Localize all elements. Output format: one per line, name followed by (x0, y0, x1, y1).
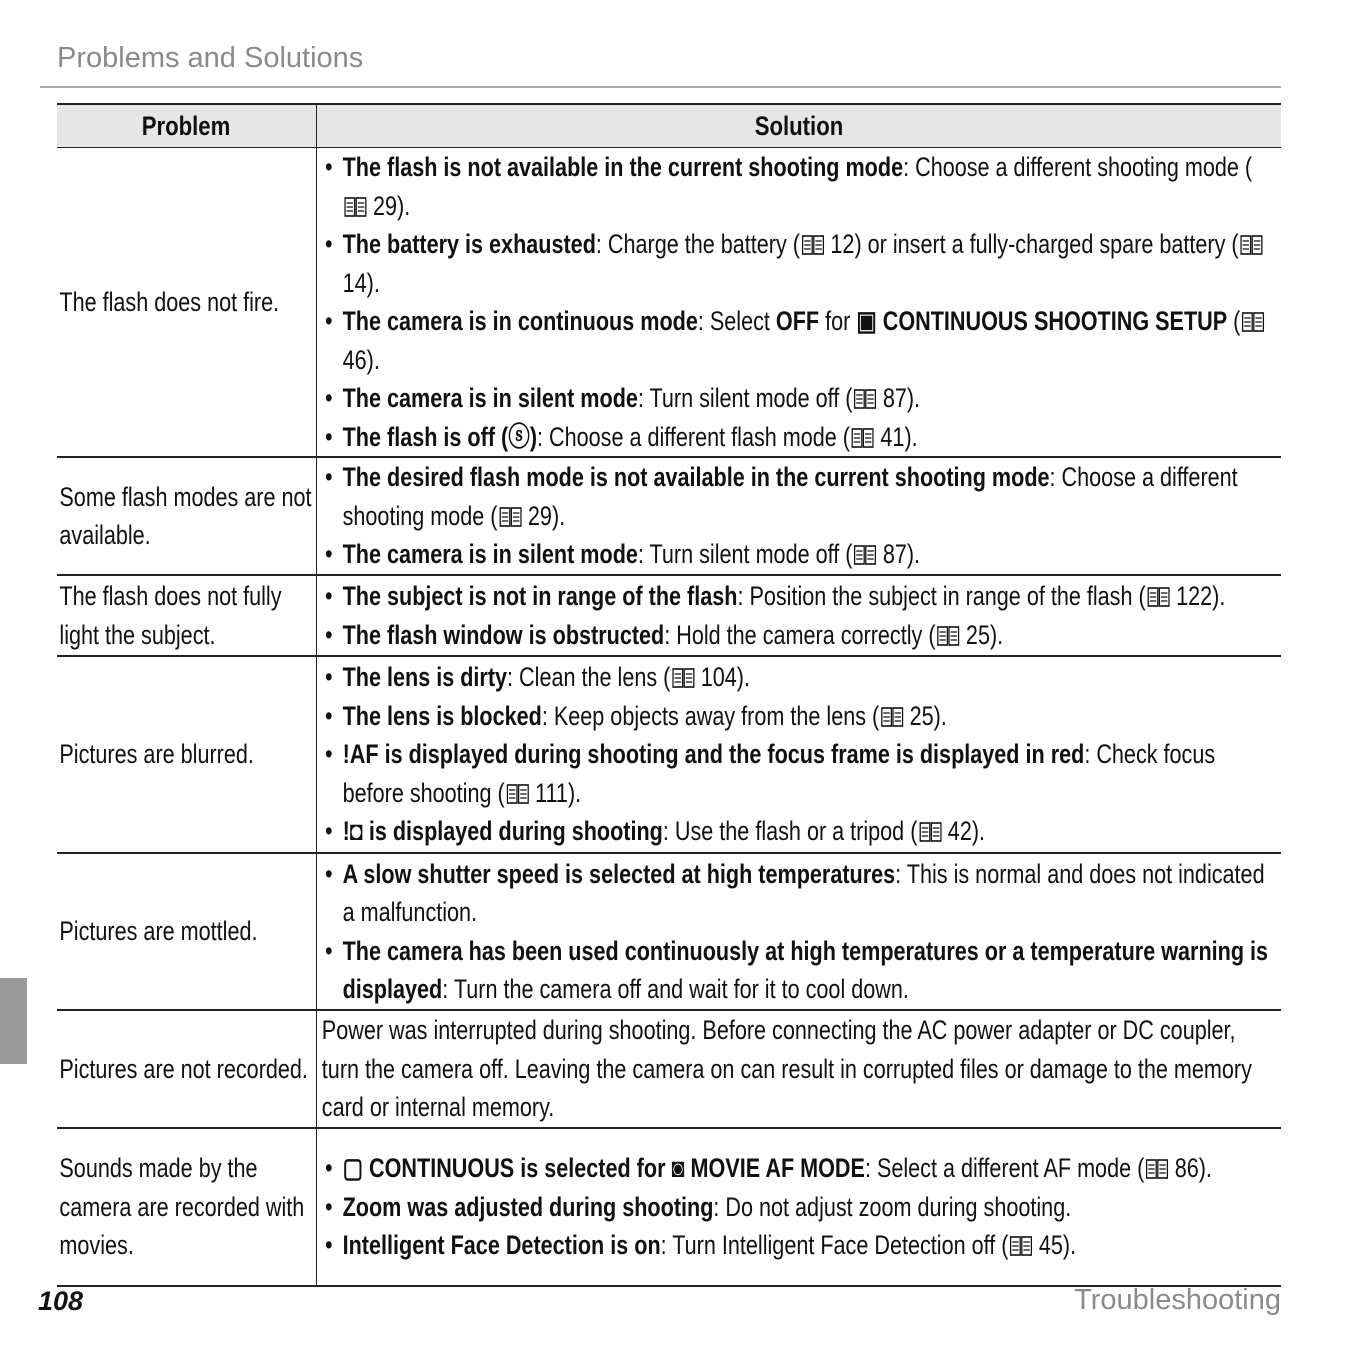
cause-text: The camera is in silent mode (342, 539, 638, 570)
book-reference-icon (1146, 1151, 1168, 1171)
book-reference-icon (1010, 1228, 1032, 1248)
problem-text: Pictures are not recorded. (59, 1053, 308, 1084)
remedy-text: : Hold the camera correctly ( (664, 619, 936, 650)
book-reference-icon (506, 776, 528, 796)
cause-text: The desired flash mode is not available in the current shooting mode (342, 462, 1050, 493)
bullet: • (325, 383, 333, 413)
remedy-text: ). (366, 267, 380, 298)
remedy-text: : Choose a different flash mode ( (537, 421, 850, 452)
page-reference: 87 (882, 383, 907, 413)
remedy-text: : Turn silent mode off ( (637, 383, 853, 413)
solution-item (322, 418, 1274, 457)
book-reference-icon (854, 381, 876, 401)
column-header-label: Solution (754, 110, 844, 141)
solution-item (322, 458, 1274, 535)
cause-text: CONTINUOUS SHOOTING SETUP (876, 306, 1228, 336)
bullet: • (325, 1230, 333, 1261)
cause-text: The camera is in continuous mode (342, 306, 698, 336)
page-reference: 25 (909, 700, 934, 731)
book-reference-icon (852, 420, 874, 440)
bullet: • (325, 739, 333, 770)
page-reference: 14 (342, 267, 367, 298)
solution-item (322, 1188, 1274, 1227)
problem-text: The flash does not fire. (59, 286, 280, 317)
solution-cell (317, 457, 1282, 575)
page-reference: 45 (1038, 1230, 1063, 1261)
remedy-text: : Select a different AF mode ( (864, 1153, 1145, 1184)
bullet: • (325, 816, 333, 847)
remedy-text: ). (933, 700, 947, 731)
remedy-text: ). (906, 539, 921, 570)
table-row (57, 656, 1281, 853)
table-row (57, 148, 1281, 458)
table-header-row (57, 104, 1281, 148)
bullet: • (325, 306, 333, 336)
column-header-label: Problem (142, 110, 231, 141)
solution-cell (317, 853, 1282, 1010)
solution-item (322, 735, 1274, 812)
mode-icon: ▣ (856, 306, 877, 336)
bullet: • (325, 858, 333, 889)
solution-item (322, 379, 1274, 418)
bullet: • (325, 662, 333, 693)
remedy-text: ). (397, 190, 411, 221)
problem-cell (57, 1010, 317, 1128)
cause-text: The flash is not available in the current shooting mode (342, 152, 904, 182)
remedy-text: : Select (697, 306, 776, 336)
cause-text: The subject is not in range of the flash (342, 581, 738, 611)
page-reference: 42 (947, 816, 972, 847)
remedy-text: : Keep objects away from the lens ( (541, 700, 880, 731)
page-number: 108 (38, 1286, 84, 1316)
bullet: • (325, 1191, 333, 1222)
remedy-text: ) or insert a fully-charged spare battery ( (854, 229, 1239, 259)
solution-cell (317, 656, 1282, 853)
problem-text: Pictures are blurred. (59, 739, 254, 770)
cause-text: Intelligent Face Detection is on (342, 1230, 661, 1261)
remedy-text: ). (366, 344, 380, 375)
problem-cell (57, 1128, 317, 1286)
book-reference-icon (937, 618, 959, 638)
bullet: • (325, 700, 333, 731)
bullet: • (325, 1153, 333, 1184)
problems-table (57, 103, 1281, 1287)
section-thumb-tab (0, 978, 27, 1064)
cause-text: ) (529, 421, 538, 452)
cause-text: Zoom was adjusted during shooting (342, 1191, 714, 1222)
cause-text: The lens is dirty (342, 662, 508, 693)
page-reference: 111 (535, 777, 568, 808)
remedy-text: : Turn silent mode off ( (637, 539, 853, 570)
bullet: • (325, 152, 333, 182)
problem-text: Pictures are mottled. (59, 916, 258, 947)
book-reference-icon (499, 499, 521, 519)
book-reference-icon (672, 660, 694, 680)
remedy-text: ). (906, 383, 921, 413)
cause-text: The camera is in silent mode (342, 383, 638, 413)
problem-cell (57, 575, 317, 656)
solution-item (322, 1226, 1274, 1265)
remedy-text: ). (971, 816, 986, 847)
mode-icon: ◙ (671, 1153, 685, 1184)
remedy-text: ). (904, 421, 918, 452)
page-reference: 41 (880, 421, 905, 452)
solution-item (322, 697, 1274, 736)
remedy-text: ( (1227, 306, 1241, 336)
book-reference-icon (344, 189, 366, 209)
cause-text: The camera has been used continuously at high temperatures or a temperature warning is displayed (342, 935, 1269, 1004)
bullet: • (325, 619, 333, 650)
remedy-text: : Do not adjust zoom during shooting. (713, 1191, 1072, 1222)
page-reference: 29 (527, 500, 552, 531)
solution-cell (317, 1128, 1282, 1286)
solution-cell (317, 148, 1282, 458)
remedy-text: : Position the subject in range of the flash ( (737, 581, 1146, 611)
solution-item (322, 932, 1274, 1009)
remedy-text: ). (551, 500, 566, 531)
remedy-text: ). (567, 777, 582, 808)
cause-text: !AF is displayed during shooting and the focus frame is displayed in red (342, 739, 1085, 770)
problem-text: The flash does not fully light the subject. (59, 581, 282, 650)
bullet: • (325, 229, 333, 259)
table-row (57, 575, 1281, 656)
problem-cell (57, 457, 317, 575)
solution-item (322, 812, 1274, 851)
book-reference-icon (1240, 227, 1262, 247)
cause-text: CONTINUOUS is selected for (363, 1153, 672, 1184)
cause-text: The battery is exhausted (342, 229, 596, 259)
remedy-text: : Check focus before shooting ( (342, 739, 1216, 808)
remedy-text: : Charge the battery ( (595, 229, 800, 259)
solution-cell (317, 1010, 1282, 1128)
cause-text: The flash window is obstructed (342, 619, 665, 650)
remedy-text: ). (1198, 1153, 1212, 1184)
section-name: Troubleshooting (1074, 1284, 1281, 1316)
remedy-text: : Choose a different shooting mode ( (903, 152, 1253, 182)
problem-text: Some flash modes are not available. (59, 481, 312, 550)
remedy-text: : Choose a different shooting mode ( (342, 462, 1238, 531)
remedy-text: ). (736, 662, 750, 693)
bullet: • (325, 462, 333, 493)
cause-text: OFF (775, 306, 820, 336)
solution-item (322, 855, 1274, 932)
book-reference-icon (802, 227, 824, 247)
bullet: • (325, 421, 333, 452)
bullet: • (325, 539, 333, 570)
bullet: • (325, 935, 333, 966)
remedy-text: : Turn the camera off and wait for it to cool down. (442, 974, 909, 1004)
solution-item (322, 148, 1274, 225)
header-rule (40, 86, 1281, 88)
solution-item (322, 225, 1274, 302)
book-reference-icon (1147, 579, 1169, 599)
page-reference: 46 (342, 344, 367, 375)
page-reference: 122 (1176, 581, 1213, 611)
problem-text: Sounds made by the camera are recorded with movies. (59, 1153, 305, 1261)
table-row (57, 457, 1281, 575)
cause-text: A slow shutter speed is selected at high temperatures (342, 858, 896, 889)
page-reference: 104 (700, 662, 737, 693)
remedy-text: for (819, 306, 857, 336)
page-reference: 12 (830, 229, 855, 259)
remedy-text: : This is normal and does not indicated a malfunction. (342, 858, 1265, 927)
problem-cell (57, 853, 317, 1010)
page-reference: 87 (882, 539, 907, 570)
book-reference-icon (1242, 304, 1264, 324)
solution-item (322, 535, 1274, 574)
solution-item (322, 1149, 1274, 1188)
mode-icon: ⓢ (508, 421, 530, 452)
remedy-text: ). (989, 619, 1004, 650)
problem-cell (57, 148, 317, 458)
remedy-text: Power was interrupted during shooting. Before connecting the AC power adapter or DC coupler, turn the camera off. Leaving the camera on can result in corrupted files or damage to the memory card or internal memory. (321, 1015, 1252, 1123)
problem-cell (57, 656, 317, 853)
column-header-solution (317, 104, 1282, 148)
remedy-text: ). (1062, 1230, 1077, 1261)
remedy-text: : Clean the lens ( (507, 662, 671, 693)
book-reference-icon (854, 537, 876, 557)
remedy-text: ). (1212, 581, 1226, 611)
table-row (57, 1128, 1281, 1286)
mode-icon: ▢ (342, 1153, 364, 1184)
book-reference-icon (881, 699, 903, 719)
solution-item (322, 577, 1274, 616)
page-reference: 86 (1174, 1153, 1199, 1184)
column-header-problem (57, 104, 317, 148)
table-row (57, 1010, 1281, 1128)
cause-text: The lens is blocked (342, 700, 542, 731)
page-reference: 25 (965, 619, 990, 650)
table-row (57, 853, 1281, 1010)
solution-item (322, 658, 1274, 697)
cause-text: MOVIE AF MODE (684, 1153, 865, 1184)
bullet: • (325, 581, 333, 611)
remedy-text: : Turn Intelligent Face Detection off ( (660, 1230, 1009, 1261)
book-reference-icon (919, 814, 941, 834)
running-title: Problems and Solutions (57, 42, 364, 74)
solution-item (322, 302, 1274, 379)
mode-icon: !◘ (342, 816, 363, 847)
solution-cell (317, 575, 1282, 656)
solution-item (322, 1011, 1274, 1127)
remedy-text: : Use the flash or a tripod ( (662, 816, 918, 847)
cause-text: is displayed during shooting (362, 816, 663, 847)
cause-text: The flash is off ( (342, 421, 509, 452)
solution-item (322, 616, 1274, 655)
page-reference: 29 (373, 190, 398, 221)
